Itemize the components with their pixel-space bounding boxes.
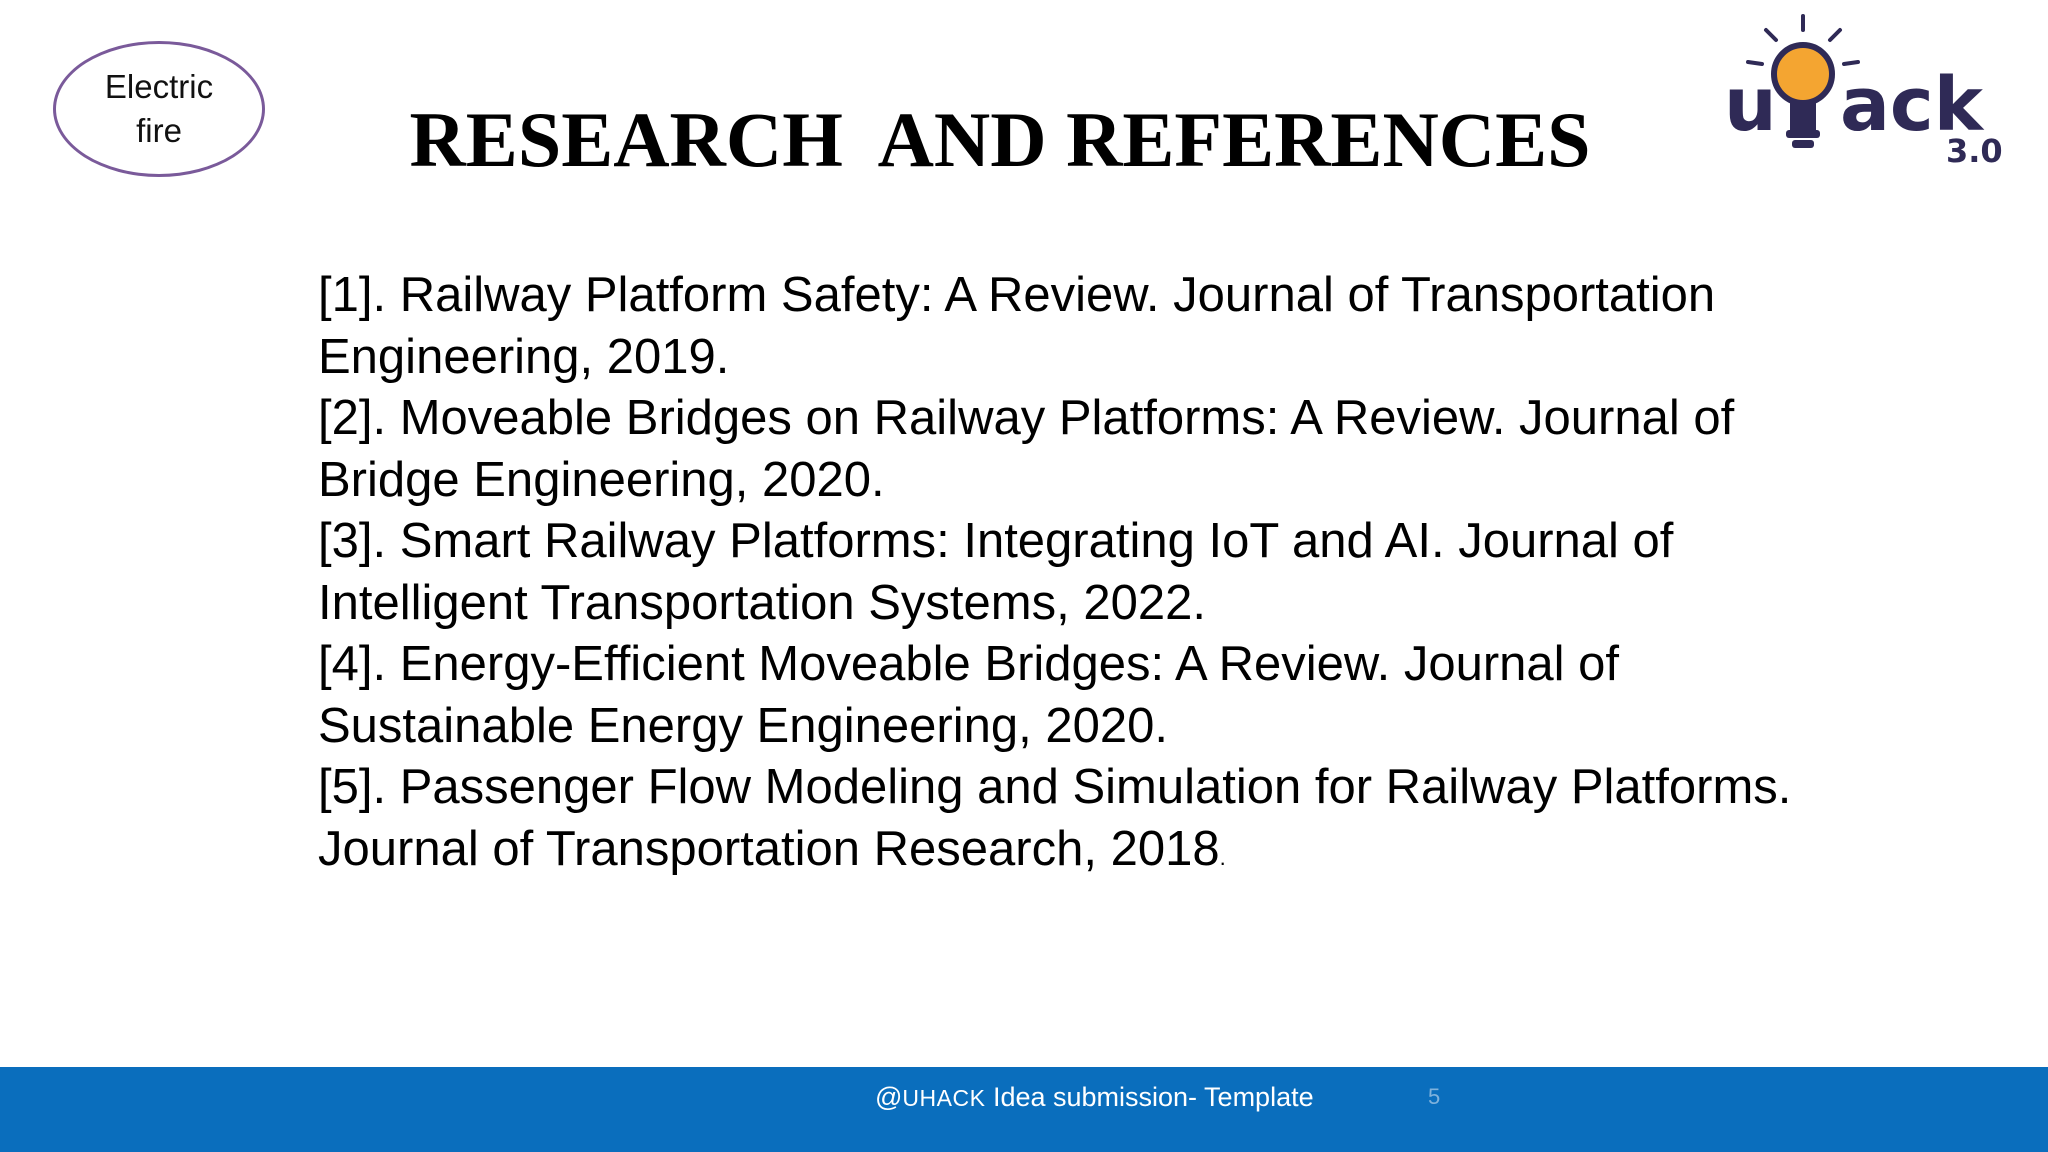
footer-caption (875, 1067, 1314, 1127)
logo-letter-u: u (1724, 62, 1777, 148)
footer-label: Idea submission- Template (985, 1082, 1314, 1112)
reference-item-5 (318, 757, 1878, 888)
reference-item-4 (318, 634, 1878, 757)
footer-brand: UHACK (902, 1085, 986, 1111)
reference-tail: . (1219, 844, 1226, 870)
reference-text: [4]. Energy-Efficient Moveable Bridges: A Review. Journal of Sustainable Energy Engineering, 2020. (318, 637, 1620, 753)
slide-title: RESEARCH AND REFERENCES (409, 96, 1591, 183)
team-name-line-2: fire (136, 112, 182, 149)
reference-item-2 (318, 388, 1878, 511)
reference-list (318, 265, 1878, 888)
reference-text: [2]. Moveable Bridges on Railway Platforms: A Review. Journal of Bridge Engineering, 2020. (318, 391, 1735, 507)
reference-item-1 (318, 265, 1878, 388)
logo-version: 3.0 (1946, 132, 2003, 170)
reference-text: [5]. Passenger Flow Modeling and Simulation for Railway Platforms. Journal of Transportation Research, 2018 (318, 760, 1792, 876)
reference-item-3 (318, 511, 1878, 634)
footer-prefix: @ (875, 1082, 903, 1112)
reference-text: [1]. Railway Platform Safety: A Review. Journal of Transportation Engineering, 2019. (318, 268, 1716, 384)
page-number: 5 (1428, 1084, 1441, 1109)
team-name-badge (53, 41, 265, 177)
footer-bar (0, 1067, 2048, 1152)
team-name-line-1: Electric (104, 68, 214, 105)
reference-text: [3]. Smart Railway Platforms: Integrating IoT and AI. Journal of Intelligent Transportation Systems, 2022. (318, 514, 1674, 630)
uhack-logo (1716, 12, 2016, 172)
logo-letters-ack: ack (1840, 62, 1984, 148)
